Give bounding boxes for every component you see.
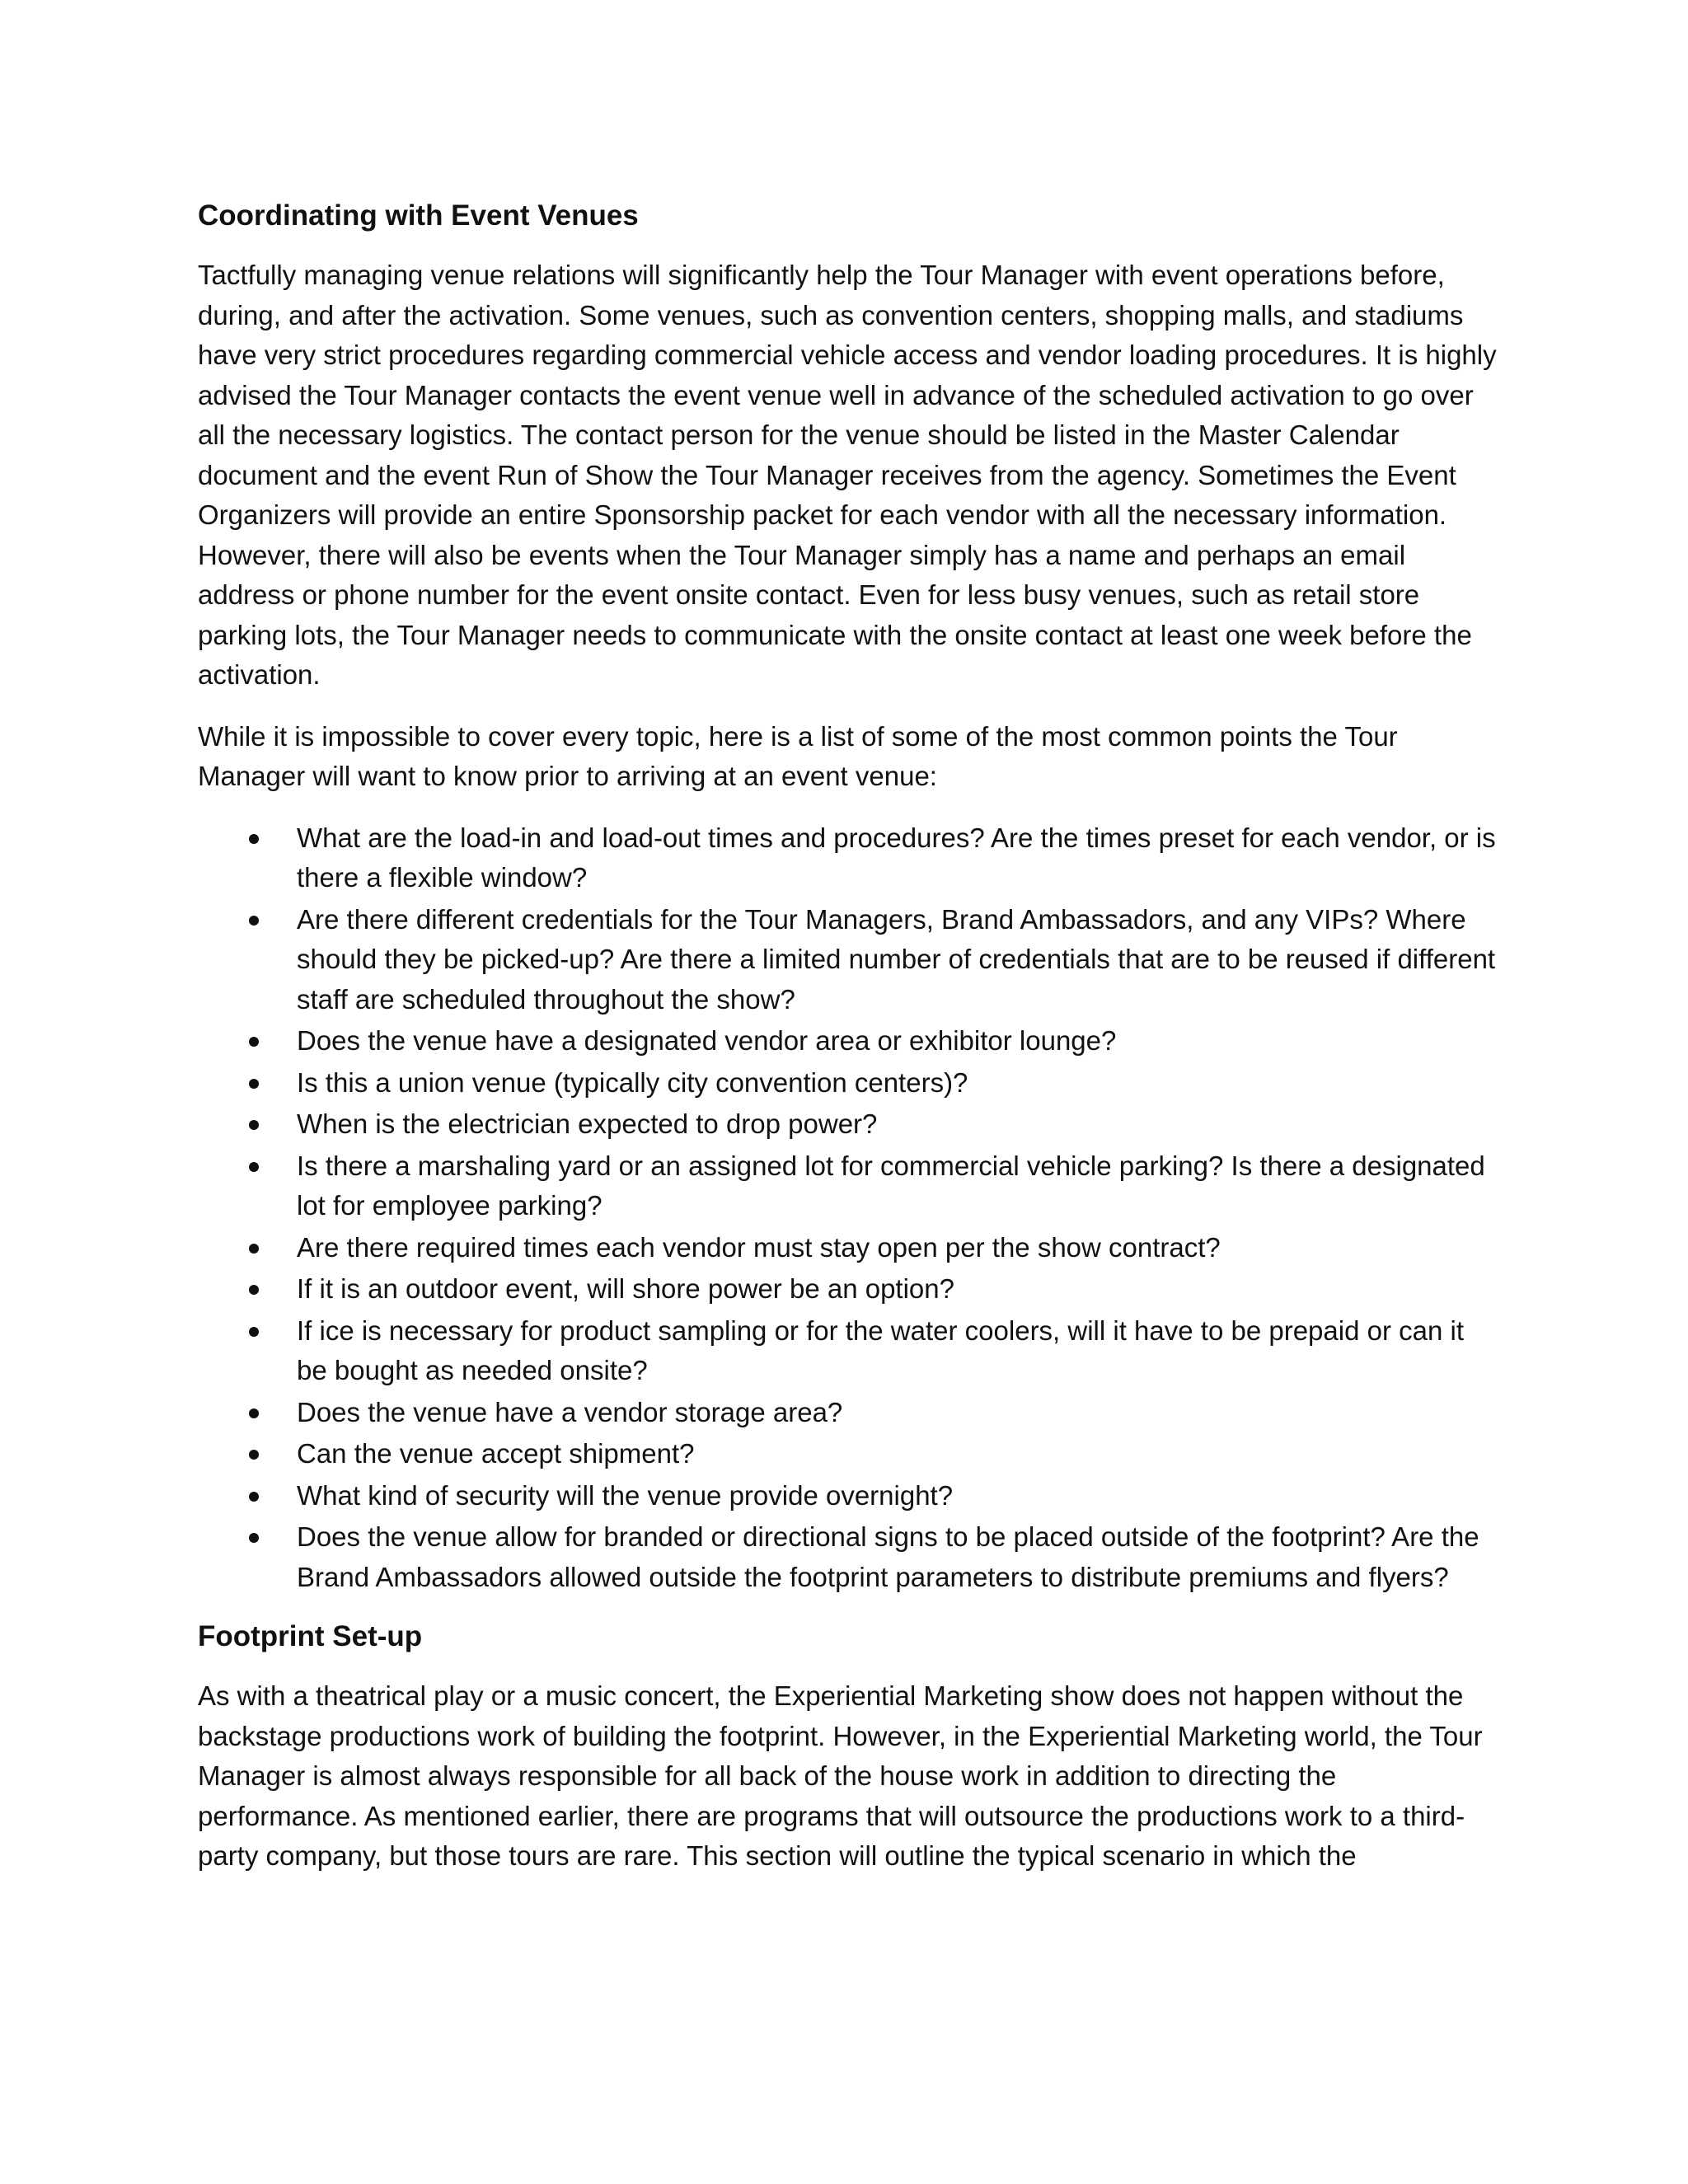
- list-item: [198, 1393, 1500, 1433]
- bullet-icon: [249, 916, 259, 926]
- venues-paragraph-2: While it is impossible to cover every topic, here is a list of some of the most common points the Tour Manager will want to know prior to arriving at an event venue:: [198, 720, 1398, 791]
- list-item-text: Can the venue accept shipment?: [297, 1438, 695, 1469]
- list-item: [198, 818, 1500, 898]
- bullet-icon: [249, 1162, 259, 1172]
- list-item-text: What kind of security will the venue provide overnight?: [297, 1479, 954, 1511]
- list-item: [198, 1021, 1500, 1062]
- list-item: [198, 900, 1500, 1020]
- document-page: [198, 198, 1500, 1898]
- list-item: [198, 1434, 1500, 1474]
- venue-questions-list: [198, 818, 1500, 1598]
- list-item-text: What are the load-in and load-out times and procedures? Are the times preset for each vendor, or is there a flexible window?: [297, 822, 1496, 893]
- list-item: [198, 1228, 1500, 1268]
- bullet-icon: [249, 1533, 259, 1543]
- list-item: [198, 1104, 1500, 1145]
- list-item: [198, 1063, 1500, 1104]
- list-item-text: Is there a marshaling yard or an assigned lot for commercial vehicle parking? Is there a designated lot for employee parking?: [297, 1150, 1485, 1221]
- list-item-text: When is the electrician expected to drop power?: [297, 1108, 878, 1139]
- section-heading-footprint: Footprint Set-up: [198, 1620, 423, 1652]
- bullet-icon: [249, 1079, 259, 1089]
- bullet-icon: [249, 1285, 259, 1295]
- list-item-text: If ice is necessary for product sampling or for the water coolers, will it have to be prepaid or can it be bought as needed onsite?: [297, 1315, 1464, 1385]
- section-heading-venues: Coordinating with Event Venues: [198, 199, 639, 232]
- bullet-icon: [249, 1492, 259, 1502]
- list-item-text: If it is an outdoor event, will shore power be an option?: [297, 1273, 954, 1304]
- bullet-icon: [249, 1120, 259, 1130]
- list-item-text: Is this a union venue (typically city convention centers)?: [297, 1066, 968, 1098]
- list-item-text: Are there different credentials for the Tour Managers, Brand Ambassadors, and any VIPs? Where should they be picked-up? Are there a limited number of credentials that are to be reused if different staff are scheduled throughout the show?: [297, 903, 1496, 1015]
- list-item: [198, 1517, 1500, 1597]
- bullet-icon: [249, 1450, 259, 1460]
- bullet-icon: [249, 1408, 259, 1418]
- list-item: [198, 1311, 1500, 1391]
- list-item-text: Does the venue have a designated vendor area or exhibitor lounge?: [297, 1025, 1117, 1056]
- list-item-text: Does the venue have a vendor storage area?: [297, 1396, 843, 1427]
- bullet-icon: [249, 1037, 259, 1047]
- list-item-text: Are there required times each vendor must stay open per the show contract?: [297, 1231, 1221, 1263]
- list-item: [198, 1476, 1500, 1516]
- bullet-icon: [249, 1244, 259, 1254]
- bullet-icon: [249, 1327, 259, 1337]
- footprint-paragraph-1: As with a theatrical play or a music concert, the Experiential Marketing show does not happen without the backstage productions work of building the footprint. However, in the Experiential Marketing world, the Tour Manager is almost always responsible for all back of the house work in addition to directing the performance. As mentioned earlier, there are programs that will outsource the productions work to a third-party company, but those tours are rare. This section will outline the typical scenario in which the: [198, 1680, 1483, 1871]
- list-item: [198, 1269, 1500, 1310]
- bullet-icon: [249, 834, 259, 844]
- list-item: [198, 1146, 1500, 1226]
- venues-paragraph-1: Tactfully managing venue relations will significantly help the Tour Manager with event operations before, during, and after the activation. Some venues, such as convention centers, shopping malls, and stadiums have very strict procedures regarding commercial vehicle access and vendor loading procedures. It is highly advised the Tour Manager contacts the event venue well in advance of the scheduled activation to go over all the necessary logistics. The contact person for the venue should be listed in the Master Calendar document and the event Run of Show the Tour Manager receives from the agency. Sometimes the Event Organizers will provide an entire Sponsorship packet for each vendor with all the necessary information. However, there will also be events when the Tour Manager simply has a name and perhaps an email address or phone number for the event onsite contact. Even for less busy venues, such as retail store parking lots, the Tour Manager needs to communicate with the onsite contact at least one week before the activation.: [198, 260, 1497, 690]
- list-item-text: Does the venue allow for branded or directional signs to be placed outside of the footprint? Are the Brand Ambassadors allowed outside the footprint parameters to distribute premiums and flyers?: [297, 1521, 1479, 1592]
